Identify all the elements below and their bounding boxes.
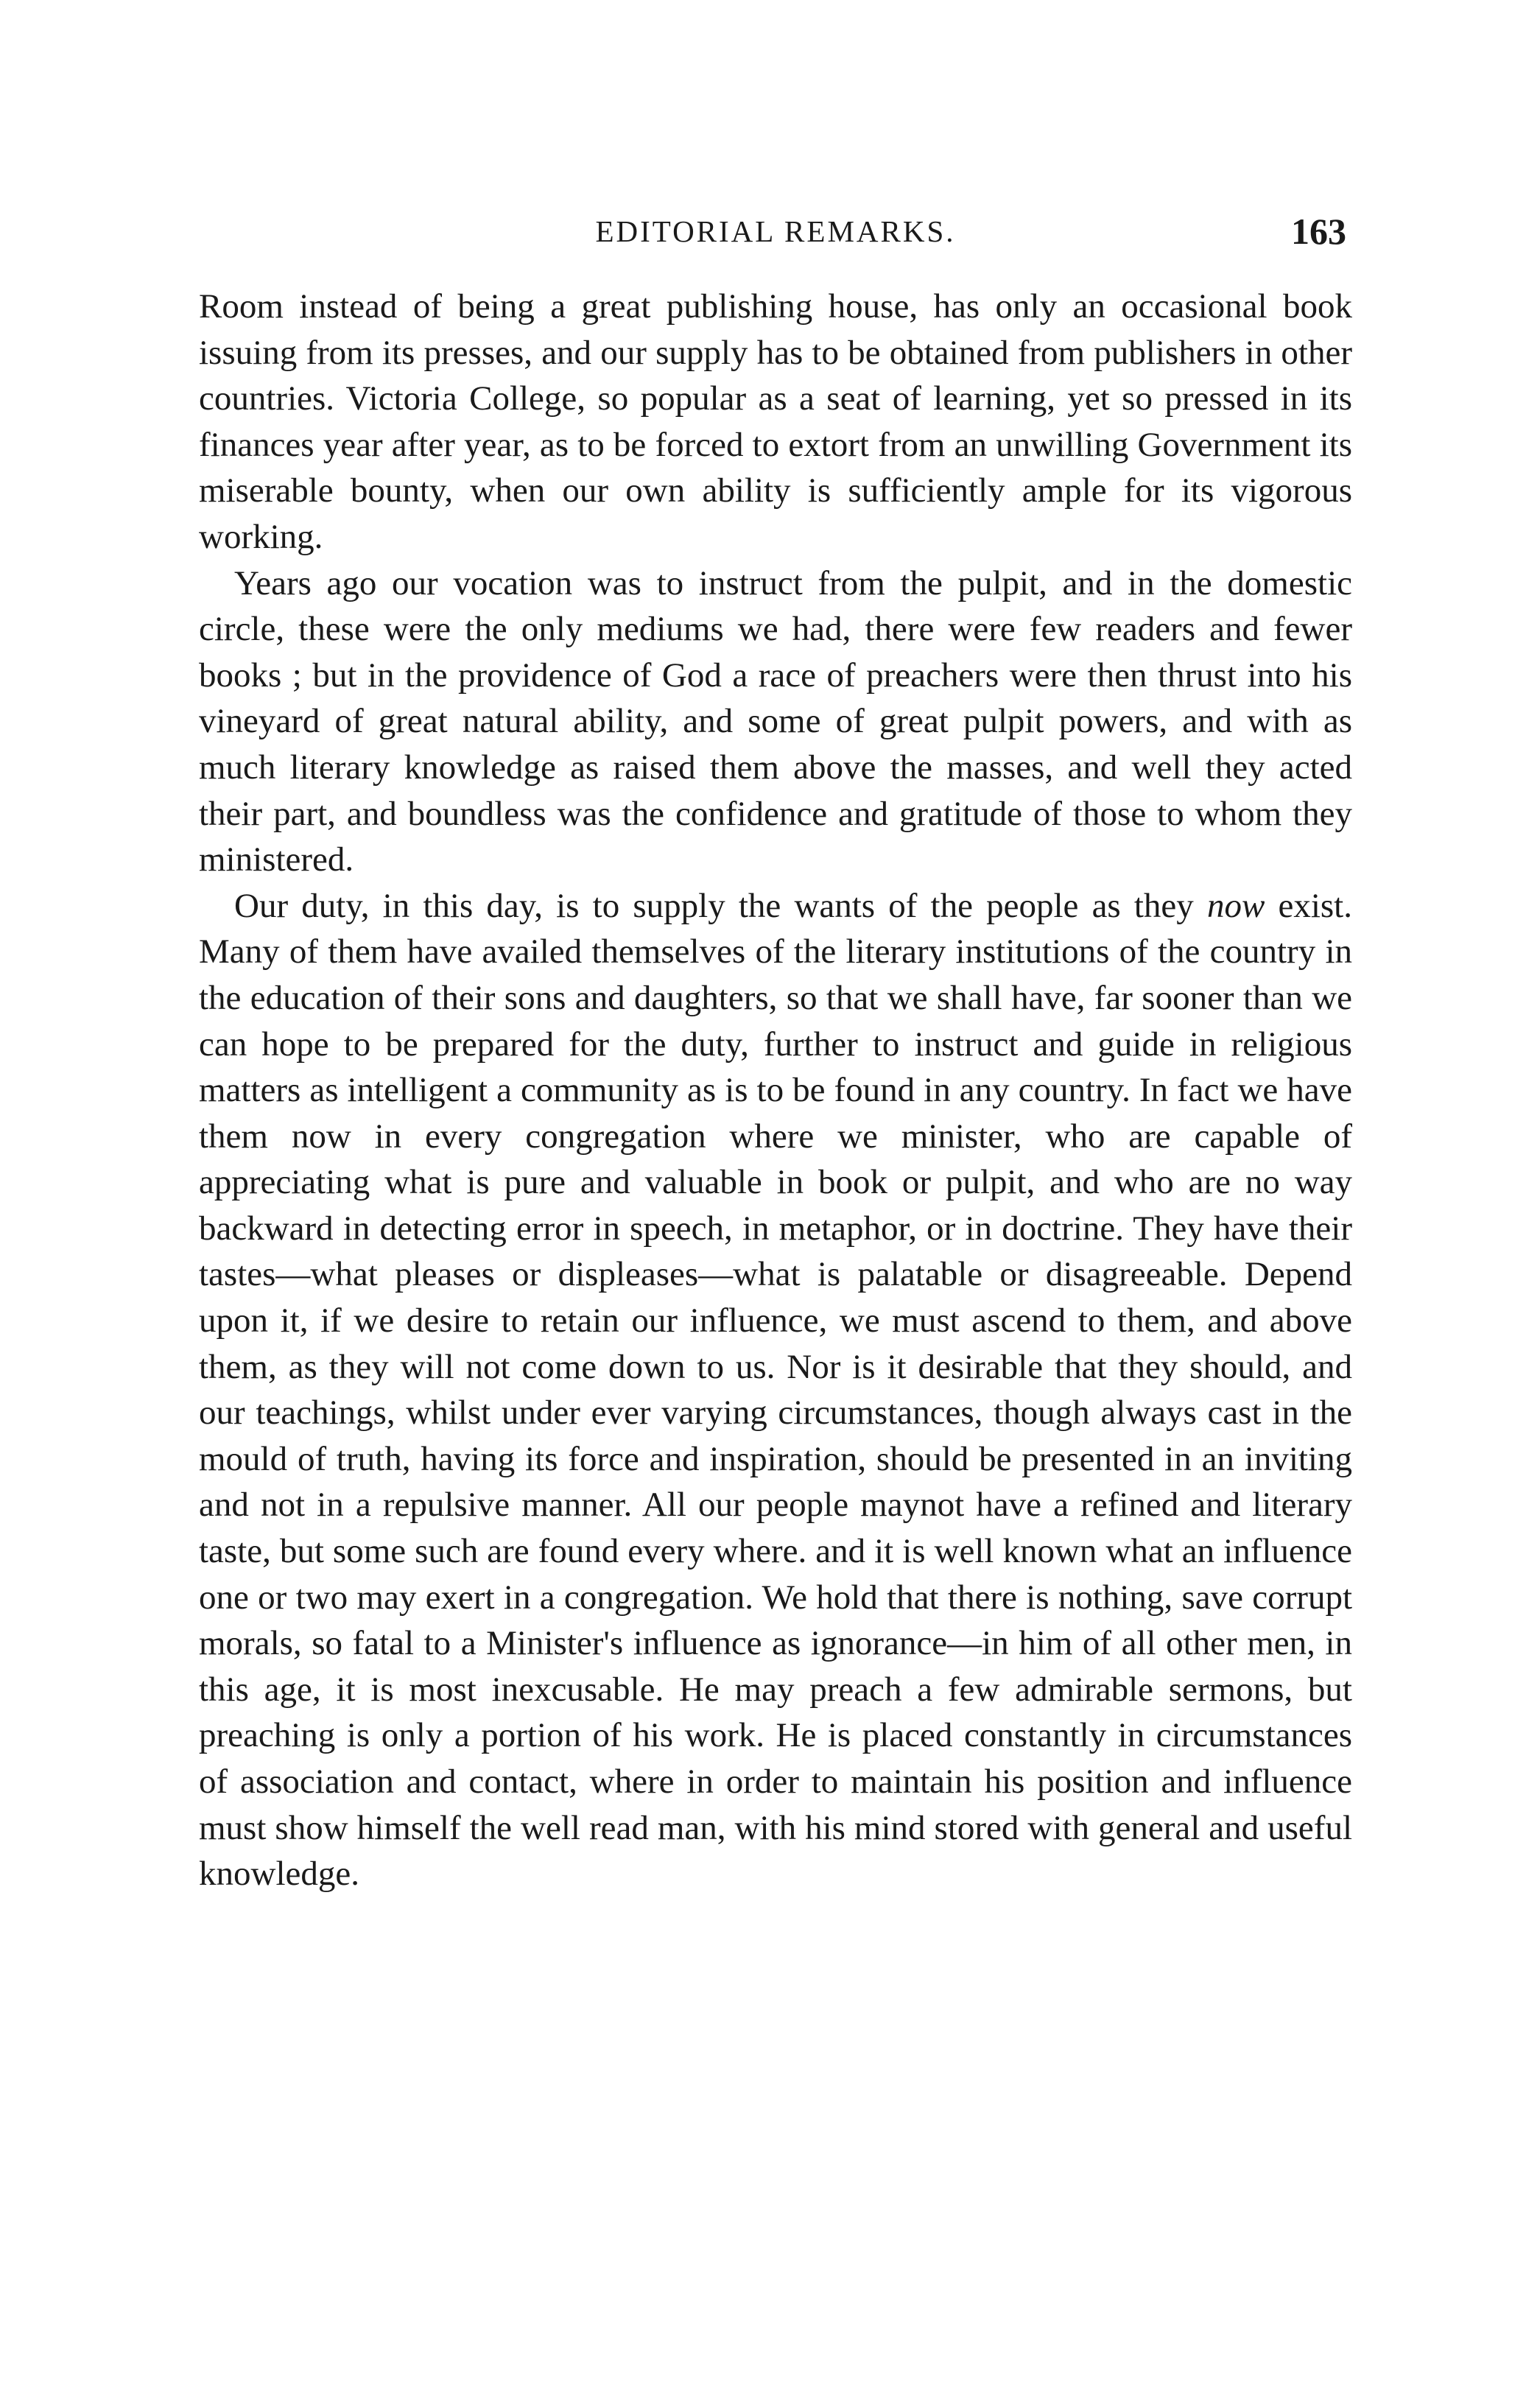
emphasis-now: now — [1206, 886, 1265, 925]
paragraph-duty-rest: exist. Many of them have availed themselves of the literary institutions of the country in the education of their sons and daughters, so that we shall have, far sooner than we can hope to be prepared for the duty, further to instruct and guide in religious matters as intelligent a community as is to be found in any country. In fact we have them now in every congregation where we minister, who are capable of appreciating what is pure and valuable in book or pulpit, and who are no way backward in detecting error in speech, in metaphor, or in doctrine. They have their tastes—what pleases or displeases—what is palatable or disagreeable. Depend upon it, if we desire to retain our influence, we must ascend to them, and above them, as they will not come down to us. Nor is it desirable that they should, and our teachings, whilst under ever varying circumstances, though always cast in the mould of truth, having its force and inspiration, should be presented in an inviting and not in a repulsive manner. All our people maynot have a refined and literary taste, but some such are found every where. and it is well known what an influence one or two may exert in a congregation. We hold that there is nothing, save corrupt morals, so fatal to a Minister's influence as ignorance—in him of all other men, in this age, it is most inexcusable. He may preach a few admirable sermons, but preaching is only a portion of his work. He is placed constantly in circumstances of association and contact, where in order to maintain his position and influence must show himself the well read man, with his mind stored with general and useful knowledge. — [199, 886, 1352, 1894]
paragraph-vocation: Years ago our vocation was to instruct from the pulpit, and in the domestic circle, these were the only mediums we had, there were few readers and fewer books ; but in the providence of God a race of preachers were then thrust into his vineyard of great natural ability, and some of great pulpit powers, and with as much literary knowledge as raised them above the masses, and well they acted their part, and boundless was the confidence and gratitude of those to whom they ministered. — [199, 563, 1352, 879]
page-number: 163 — [1291, 211, 1346, 252]
paragraph-duty-start: Our duty, in this day, is to supply the wants of the people as they — [234, 886, 1207, 925]
running-head — [199, 208, 1352, 259]
running-title: EDITORIAL REMARKS. — [595, 214, 956, 248]
paragraph-duty — [199, 883, 1352, 1897]
paragraph-continuation: Room instead of being a great publishing house, has only an occasional book issuing from its presses, and our supply has to be obtained from publishers in other countries. Victoria College, so popular as a seat of learning, yet so pressed in its finances year after year, as to be forced to extort from an unwilling Government its miserable bounty, when our own ability is sufficiently ample for its vigorous working. — [199, 287, 1352, 556]
body-text — [199, 284, 1352, 1897]
